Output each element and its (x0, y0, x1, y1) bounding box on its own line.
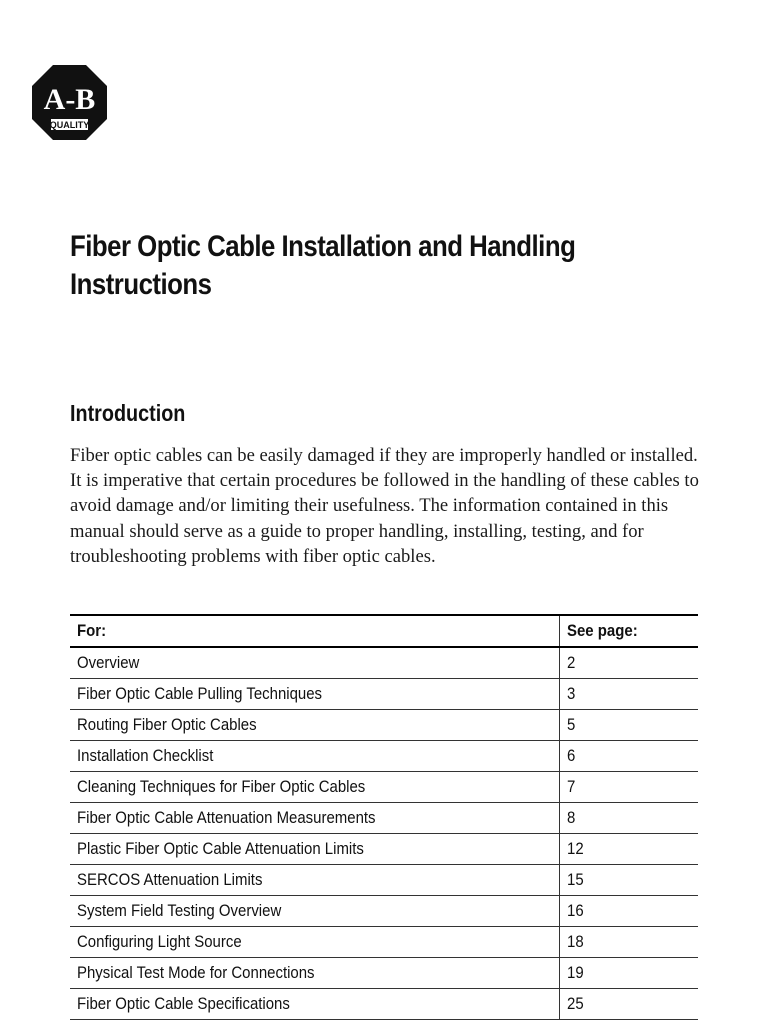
allen-bradley-logo-icon (31, 64, 108, 141)
row-topic: System Field Testing Overview (70, 896, 560, 927)
table-row (70, 803, 698, 834)
intro-paragraph: Fiber optic cables can be easily damaged if they are improperly handled or installed. It is imperative that certain procedures be followed in the handling of these cables to avoid damage and/or limiting their usefulness. The information contained in this manual should serve as a guide to proper handling, installing, testing, and for troubleshooting problems with fiber optic cables. (70, 445, 699, 567)
row-page: 7 (560, 772, 699, 803)
row-topic: Cleaning Techniques for Fiber Optic Cables (70, 772, 560, 803)
table-row (70, 927, 698, 958)
table-row (70, 741, 698, 772)
table-row (70, 772, 698, 803)
row-topic: Overview (70, 647, 560, 679)
row-topic: SERCOS Attenuation Limits (70, 865, 560, 896)
document-title: Fiber Optic Cable Installation and Handling Instructions (70, 230, 576, 301)
row-page: 5 (560, 710, 699, 741)
section-heading-introduction: Introduction (70, 400, 186, 426)
header-topic: For: (70, 615, 560, 647)
table-row (70, 865, 698, 896)
row-page: 2 (560, 647, 699, 679)
table-row (70, 958, 698, 989)
table-row (70, 679, 698, 710)
row-topic: Installation Checklist (70, 741, 560, 772)
row-page: 25 (560, 989, 699, 1020)
row-page: 18 (560, 927, 699, 958)
row-topic: Configuring Light Source (70, 927, 560, 958)
table-row (70, 834, 698, 865)
contents-table (70, 614, 698, 1020)
row-page: 15 (560, 865, 699, 896)
row-topic: Plastic Fiber Optic Cable Attenuation Limits (70, 834, 560, 865)
row-topic: Physical Test Mode for Connections (70, 958, 560, 989)
row-topic: Fiber Optic Cable Pulling Techniques (70, 679, 560, 710)
logo-letters: A-B (43, 83, 96, 116)
row-page: 8 (560, 803, 699, 834)
header-page: See page: (560, 615, 699, 647)
row-page: 16 (560, 896, 699, 927)
row-page: 12 (560, 834, 699, 865)
table-header-row (70, 615, 698, 647)
row-topic: Fiber Optic Cable Specifications (70, 989, 560, 1020)
row-page: 6 (560, 741, 699, 772)
row-page: 3 (560, 679, 699, 710)
row-topic: Fiber Optic Cable Attenuation Measurements (70, 803, 560, 834)
table-row (70, 989, 698, 1020)
table-row (70, 896, 698, 927)
logo-tagline: QUALITY (49, 120, 90, 130)
row-page: 19 (560, 958, 699, 989)
table-row (70, 710, 698, 741)
table-row (70, 647, 698, 679)
row-topic: Routing Fiber Optic Cables (70, 710, 560, 741)
